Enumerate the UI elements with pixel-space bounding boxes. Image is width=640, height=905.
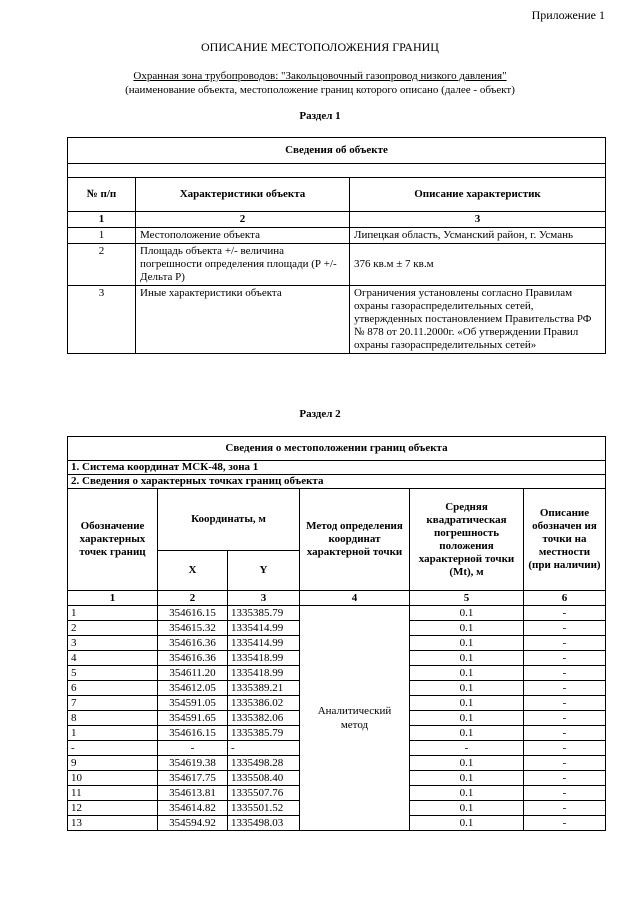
point-label: 2 (68, 621, 158, 636)
point-y: 1335508.40 (228, 771, 300, 786)
point-label: 1 (68, 606, 158, 621)
object-name (0, 70, 640, 82)
point-description: - (524, 621, 606, 636)
point-error: 0.1 (410, 666, 524, 681)
point-y: 1335386.02 (228, 696, 300, 711)
point-label: - (68, 741, 158, 756)
point-error: 0.1 (410, 636, 524, 651)
point-y: 1335385.79 (228, 606, 300, 621)
point-y: 1335501.52 (228, 801, 300, 816)
point-label: 12 (68, 801, 158, 816)
point-y: - (228, 741, 300, 756)
point-label: 10 (68, 771, 158, 786)
point-x: 354612.05 (158, 681, 228, 696)
point-description: - (524, 681, 606, 696)
col-number: 5 (410, 591, 524, 606)
points-info-title: 2. Сведения о характерных точках границ объекта (68, 475, 606, 489)
row-description: 376 кв.м ± 7 кв.м (350, 244, 606, 286)
point-error: 0.1 (410, 801, 524, 816)
row-number: 1 (68, 228, 136, 244)
header-description: Описание характеристик (350, 178, 606, 212)
header-error: Средняя квадратическая погрешность положения характерной точки (Mt), м (410, 489, 524, 591)
point-x: 354613.81 (158, 786, 228, 801)
header-point: Обозначение характерных точек границ (68, 489, 158, 591)
point-label: 8 (68, 711, 158, 726)
coordinate-system: 1. Система координат МСК-48, зона 1 (68, 461, 606, 475)
point-description: - (524, 786, 606, 801)
point-error: - (410, 741, 524, 756)
point-description: - (524, 606, 606, 621)
method-value: Аналитический метод (300, 606, 410, 831)
point-error: 0.1 (410, 711, 524, 726)
row-characteristic: Местоположение объекта (136, 228, 350, 244)
point-y: 1335382.06 (228, 711, 300, 726)
point-x: 354617.75 (158, 771, 228, 786)
point-x: 354614.82 (158, 801, 228, 816)
point-label: 3 (68, 636, 158, 651)
row-description: Ограничения установлены согласно Правилам охраны газораспределительных сетей, утвержденных постановлением Правительства РФ № 878 от 20.11.2000г. «Об утверждении Правил охраны газораспределительных сетей» (350, 286, 606, 354)
point-label: 5 (68, 666, 158, 681)
point-description: - (524, 801, 606, 816)
header-number: № п/п (68, 178, 136, 212)
row-number: 2 (68, 244, 136, 286)
point-error: 0.1 (410, 681, 524, 696)
col-number: 1 (68, 212, 136, 228)
point-description: - (524, 756, 606, 771)
header-method: Метод определения координат характерной точки (300, 489, 410, 591)
point-rows (68, 606, 606, 831)
col-number: 3 (350, 212, 606, 228)
header-coordinates: Координаты, м (158, 489, 300, 551)
point-error: 0.1 (410, 756, 524, 771)
point-description: - (524, 711, 606, 726)
point-x: 354611.20 (158, 666, 228, 681)
point-label: 9 (68, 756, 158, 771)
point-y: 1335389.21 (228, 681, 300, 696)
point-error: 0.1 (410, 726, 524, 741)
point-description: - (524, 741, 606, 756)
col-number: 2 (158, 591, 228, 606)
col-number: 3 (228, 591, 300, 606)
point-y: 1335385.79 (228, 726, 300, 741)
point-y: 1335498.28 (228, 756, 300, 771)
point-label: 11 (68, 786, 158, 801)
point-y: 1335414.99 (228, 621, 300, 636)
point-error: 0.1 (410, 621, 524, 636)
table-row (68, 606, 606, 621)
table-row (68, 286, 606, 354)
row-number: 3 (68, 286, 136, 354)
col-number: 1 (68, 591, 158, 606)
point-x: 354591.05 (158, 696, 228, 711)
table-row (68, 244, 606, 286)
point-x: 354616.36 (158, 651, 228, 666)
point-x: - (158, 741, 228, 756)
row-characteristic: Площадь объекта +/- величина погрешности определения площади (Р +/- Дельта Р) (136, 244, 350, 286)
point-description: - (524, 771, 606, 786)
appendix-label: Приложение 1 (531, 8, 605, 22)
point-error: 0.1 (410, 771, 524, 786)
header-y: Y (228, 551, 300, 591)
point-description: - (524, 636, 606, 651)
point-description: - (524, 666, 606, 681)
object-name-text: Охранная зона трубопроводов: "Закольцовочный газопровод низкого давления" (133, 70, 507, 82)
point-label: 6 (68, 681, 158, 696)
section2-title: Раздел 2 (299, 408, 341, 420)
object-info-table (67, 137, 606, 354)
boundary-points-table (67, 436, 606, 831)
point-x: 354616.15 (158, 726, 228, 741)
section1-title: Раздел 1 (299, 110, 341, 122)
point-y: 1335498.03 (228, 816, 300, 831)
point-y: 1335418.99 (228, 651, 300, 666)
point-label: 1 (68, 726, 158, 741)
table-row (68, 228, 606, 244)
point-description: - (524, 816, 606, 831)
col-number: 2 (136, 212, 350, 228)
point-label: 13 (68, 816, 158, 831)
row-characteristic: Иные характеристики объекта (136, 286, 350, 354)
point-y: 1335507.76 (228, 786, 300, 801)
point-error: 0.1 (410, 696, 524, 711)
col-number: 4 (300, 591, 410, 606)
point-x: 354615.32 (158, 621, 228, 636)
point-description: - (524, 696, 606, 711)
document-title: ОПИСАНИЕ МЕСТОПОЛОЖЕНИЯ ГРАНИЦ (201, 40, 439, 54)
point-label: 4 (68, 651, 158, 666)
point-x: 354616.36 (158, 636, 228, 651)
point-error: 0.1 (410, 816, 524, 831)
point-error: 0.1 (410, 651, 524, 666)
object-caption: (наименование объекта, местоположение границ которого описано (далее - объект) (125, 84, 515, 96)
point-x: 354594.92 (158, 816, 228, 831)
point-x: 354619.38 (158, 756, 228, 771)
col-number: 6 (524, 591, 606, 606)
point-label: 7 (68, 696, 158, 711)
spacer-row (68, 164, 606, 178)
row-description: Липецкая область, Усманский район, г. Усмань (350, 228, 606, 244)
header-characteristic: Характеристики объекта (136, 178, 350, 212)
point-x: 354616.15 (158, 606, 228, 621)
header-x: X (158, 551, 228, 591)
point-description: - (524, 726, 606, 741)
object-info-table-title: Сведения об объекте (68, 138, 606, 164)
point-error: 0.1 (410, 606, 524, 621)
header-point-description: Описание обозначен ия точки на местности (при наличии) (524, 489, 606, 591)
point-error: 0.1 (410, 786, 524, 801)
point-description: - (524, 651, 606, 666)
point-y: 1335414.99 (228, 636, 300, 651)
boundary-table-title: Сведения о местоположении границ объекта (68, 437, 606, 461)
point-x: 354591.65 (158, 711, 228, 726)
point-y: 1335418.99 (228, 666, 300, 681)
